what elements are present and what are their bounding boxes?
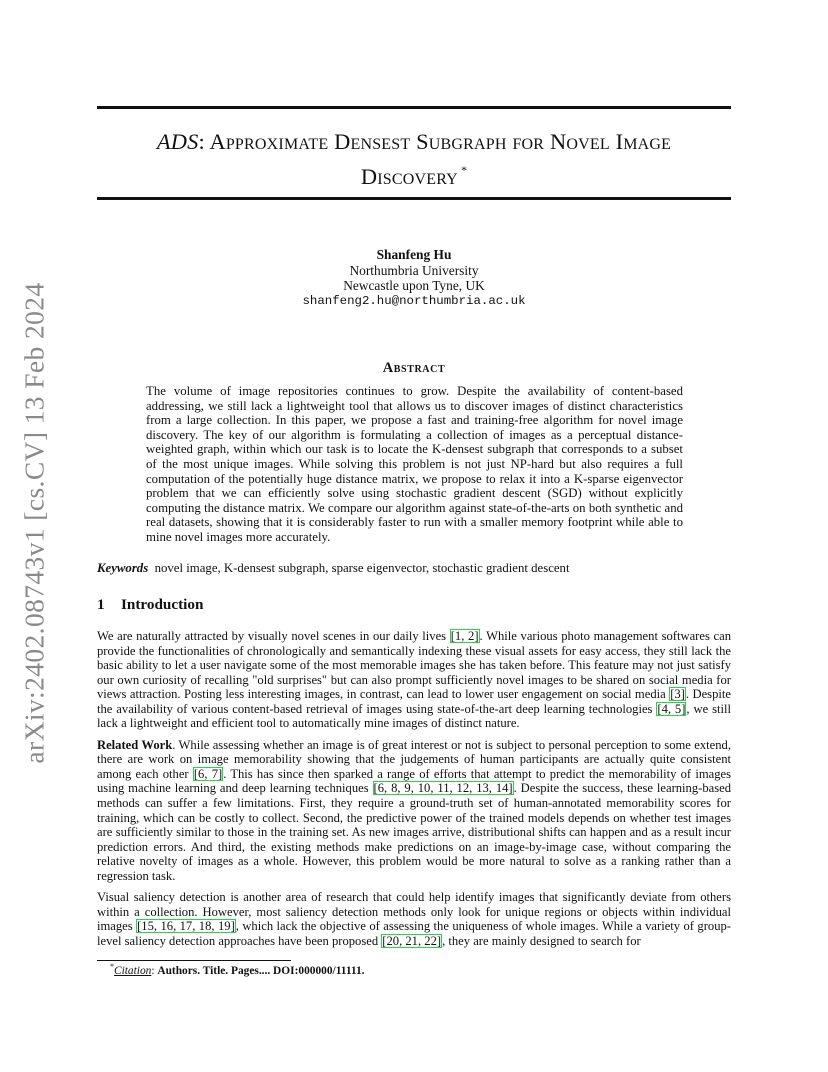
arxiv-sidebar <box>10 282 60 764</box>
footnote-sep: : <box>151 964 158 977</box>
paragraph-lead: Related Work <box>97 737 173 752</box>
author-block <box>97 247 731 309</box>
text-run: Visual saliency detection is another area of research that could help identify images that significantly deviate from others within a collection. However, most saliency detection methods only look for unique regions or objects within individual images <box>97 890 731 934</box>
footnote-citation-link[interactable]: Citation <box>114 964 152 977</box>
keywords <box>97 561 731 576</box>
footnote-marker: * <box>110 962 114 971</box>
title-line1: : Approximate Densest Subgraph for Novel Image <box>198 129 672 154</box>
text-run: . Despite the success, these learning-based methods can suffer a few limitations. First, they require a ground-truth set of human-annotated memorability scores for training, which can be costly to collect. Second, the predictive power of the trained models depends on whether test images are sufficiently similar to those in the training set. As new images arrive, distributional shifts can happen and as a result incur prediction errors. And third, the existing methods make predictions on an image-by-image case, without comparing the relative novelty of images as a whole. However, this problem would be more natural to solve as a ranking rather than a regression task. <box>97 781 732 883</box>
text-run: . While assessing whether an image is of great interest or not is subject to personal perception to some extend, there are work on image memorability showing that the judgements of human participants are actually quite consistent among each other <box>97 737 731 781</box>
section-number: 1 <box>97 596 105 613</box>
citation-link[interactable]: [4, 5] <box>657 701 686 716</box>
top-rule <box>97 106 731 109</box>
abstract-heading: Abstract <box>382 360 446 376</box>
paragraph-related-work <box>97 738 731 883</box>
title-acronym: ADS <box>156 129 199 154</box>
title-bottom-rule <box>97 197 731 200</box>
citation-link[interactable]: [20, 21, 22] <box>382 933 442 948</box>
citation-link[interactable]: [6, 7] <box>193 766 223 781</box>
section-title: Introduction <box>121 596 204 613</box>
section-heading <box>97 596 203 614</box>
title-line2: Discovery <box>360 164 458 189</box>
footnote <box>110 962 365 977</box>
citation-link[interactable]: [3] <box>670 687 685 702</box>
citation-link[interactable]: [15, 16, 17, 18, 19] <box>137 919 235 934</box>
paragraph-intro <box>97 629 731 731</box>
text-run: We are naturally attracted by visually novel scenes in our daily lives <box>97 629 450 643</box>
text-run: . Despite the availability of various content-based retrieval of images using state-of-the-art deep learning technologies <box>97 687 731 716</box>
keywords-text: novel image, K-densest subgraph, sparse eigenvector, stochastic gradient descent <box>154 561 570 575</box>
arxiv-id: arXiv:2402.08743v1 [cs.CV] 13 Feb 2024 <box>19 282 51 764</box>
text-run: , which lack the objective of assessing the uniqueness of whole images. While a variety of group-level saliency detection approaches have been proposed <box>97 919 731 948</box>
text-run: . This has since then sparked a range of efforts that attempt to predict the memorability of images using machine learning and deep learning techniques <box>97 766 731 796</box>
text-run: , they are mainly designed to search for <box>442 933 641 948</box>
title-footnote-marker[interactable]: * <box>460 163 468 177</box>
paragraph-saliency <box>97 890 731 948</box>
text-run: , we still lack a lightweight and efficient tool to automatically mine images of distinct nature. <box>97 701 731 731</box>
footnote-rule <box>97 960 291 961</box>
author-location: Newcastle upon Tyne, UK <box>343 278 485 294</box>
author-email[interactable]: shanfeng2.hu@northumbria.ac.uk <box>302 293 526 308</box>
text-run: . While various photo management softwares can provide the functionalities of chronologically and semantically indexing these visual assets for easy access, they still lack the basic ability to let a user navigate some of the most memorable images she has taken before. This feature may not just satisfy our own curiosity of recalling "old surprises" but can also prompt sufficiently novel images to be shared on social media for views attraction. Posting less interesting images, in contrast, can lead to lower user engagement on social media <box>97 629 731 702</box>
keywords-label: Keywords <box>97 561 149 575</box>
body-text <box>97 629 731 955</box>
abstract-text: The volume of image repositories continues to grow. Despite the availability of content-based addressing, we still lack a lightweight tool that allows us to discover images of distinct characteristics from a large collection. In this paper, we propose a fast and training-free algorithm for novel image discovery. The key of our algorithm is formulating a collection of images as a perceptual distance-weighted graph, within which our task is to locate the K-densest subgraph that corresponds to a subset of the most unique images. While solving this problem is not just NP-hard but also requires a full computation of the potentially huge distance matrix, we propose to relax it into a K-sparse eigenvector problem that we can efficiently solve using stochastic gradient descent (SGD) without explicitly computing the distance matrix. We compare our algorithm against state-of-the-arts on both synthetic and real datasets, showing that it is considerably faster to run with a smaller memory footprint while able to mine novel images more accurately. <box>146 384 683 544</box>
footnote-text: Authors. Title. Pages.... DOI:000000/11111. <box>157 964 365 977</box>
author-name: Shanfeng Hu <box>376 247 452 262</box>
paper-title <box>97 128 731 191</box>
citation-link[interactable]: [1, 2] <box>450 629 479 643</box>
citation-link[interactable]: [6, 8, 9, 10, 11, 12, 13, 14] <box>373 781 513 796</box>
author-affiliation: Northumbria University <box>349 262 479 278</box>
